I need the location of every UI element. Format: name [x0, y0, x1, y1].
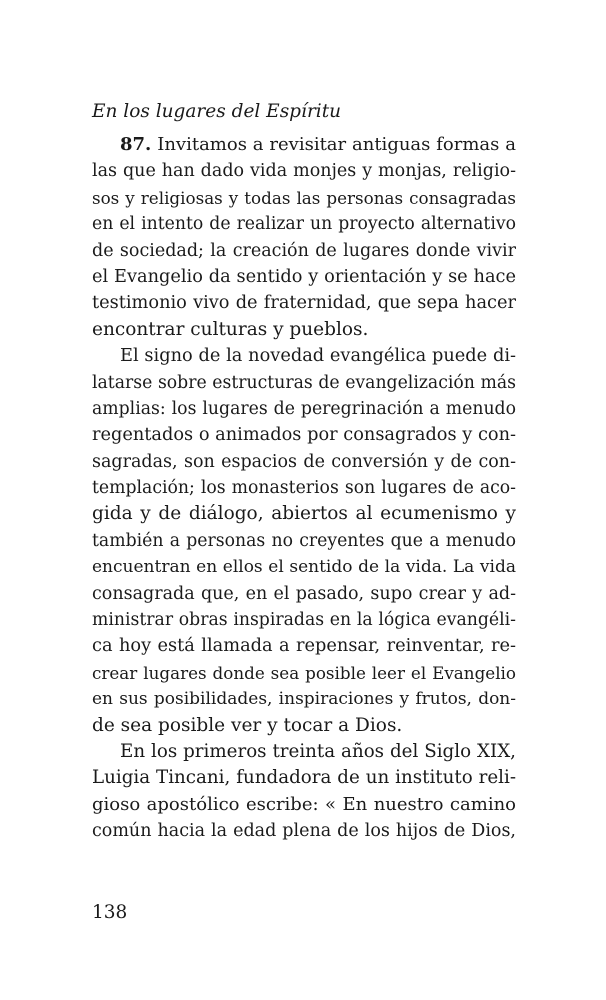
- text-line: ca hoy está llamada a repensar, reinventar, re-: [92, 636, 516, 657]
- text-line: el Evangelio da sentido y orientación y se hace: [92, 266, 516, 287]
- page-number: 138: [92, 902, 128, 923]
- paragraph-number: 87.: [120, 134, 152, 155]
- text-line: gida y de diálogo, abiertos al ecumenismo y: [92, 503, 516, 525]
- text-line: común hacia la edad plena de los hijos de Dios,: [92, 821, 516, 842]
- text-line: testimonio vivo de fraternidad, que sepa hacer: [92, 293, 516, 314]
- text-line: regentados o animados por consagrados y con-: [92, 425, 516, 446]
- text-line: de sea posible ver y tocar a Dios.: [92, 714, 403, 736]
- text-line: gioso apostólico escribe: « En nuestro camino: [92, 793, 516, 815]
- text-line: En los primeros treinta años del Siglo XIX,: [120, 740, 516, 762]
- text-line: encuentran en ellos el sentido de la vida. La vida: [92, 557, 516, 578]
- paragraph-87: [92, 132, 516, 343]
- text-line: de sociedad; la creación de lugares donde vivir: [92, 240, 516, 261]
- page-body: [92, 98, 516, 845]
- paragraph-tincani: [92, 739, 516, 845]
- text-line: El signo de la novedad evangélica puede di-: [120, 346, 516, 367]
- text-line: sagradas, son espacios de conversión y de con-: [92, 451, 516, 472]
- text-line: templación; los monasterios son lugares de aco-: [92, 478, 516, 499]
- text-line: consagrada que, en el pasado, supo crear y ad-: [92, 583, 516, 604]
- text-line: encontrar culturas y pueblos.: [92, 318, 369, 340]
- text-line: en el intento de realizar un proyecto alternativo: [92, 214, 516, 235]
- text-line: también a personas no creyentes que a menudo: [92, 530, 516, 551]
- text-line: latarse sobre estructuras de evangelización más: [92, 372, 516, 393]
- paragraph-signo: [92, 343, 516, 739]
- text-line: las que han dado vida monjes y monjas, religio-: [92, 161, 516, 182]
- text-line: [92, 132, 516, 158]
- text-line: crear lugares donde sea posible leer el Evangelio: [92, 662, 516, 683]
- text-line: Luigia Tincani, fundadora de un instituto reli-: [92, 767, 516, 789]
- text-line: sos y religiosas y todas las personas consagradas: [92, 187, 516, 208]
- text-line: ministrar obras inspiradas en la lógica evangéli-: [92, 610, 516, 631]
- text-line-content: Invitamos a revisitar antiguas formas a: [157, 134, 516, 155]
- text-line: en sus posibilidades, inspiraciones y frutos, don-: [92, 689, 516, 710]
- section-title: En los lugares del Espíritu: [92, 101, 342, 122]
- text-line: amplias: los lugares de peregrinación a menudo: [92, 398, 516, 419]
